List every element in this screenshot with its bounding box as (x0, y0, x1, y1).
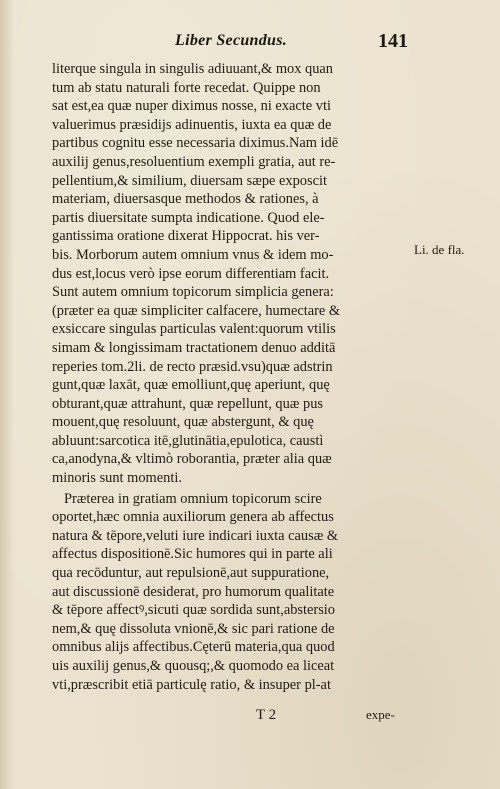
text-line: reperies tom.2li. de recto præsid.vsu)quæ adstrin (52, 358, 333, 375)
text-line: (præter ea quæ simpliciter calfacere, humectare & (52, 302, 341, 319)
text-line: simam & longissimam tractationem denuo additā (52, 339, 336, 356)
text-line: materiam, diuersasque methodos & rationes, à (52, 191, 319, 208)
page-number: 141 (378, 30, 408, 52)
text-line: bis. Morborum autem omnium vnus & idem mo- (52, 246, 334, 263)
running-title: Liber Secundus. (175, 32, 288, 49)
text-line: valuerimus præsidijs adinuentis, iuxta ea quæ de (52, 116, 332, 133)
text-line: obturant,quæ attrahunt, quæ repellunt, quæ pus (52, 395, 323, 412)
text-line: tum ab statu naturali forte recedat. Quippe non (52, 79, 321, 96)
text-line: oportet,hæc omnia auxiliorum genera ab affectus (52, 509, 334, 526)
text-line: ca,anodyna,& vltimò roborantia, præter alia quæ (52, 451, 332, 468)
text-line: auxilij genus,resoluentium exempli gratia, aut re- (52, 153, 336, 170)
text-line: mouent,quę resoluunt, quæ abstergunt, & quę (52, 414, 314, 431)
text-line: vti,præscribit etiā particulę ratio, & insuper pl-at (52, 676, 331, 693)
text-line: partibus cognitu esse necessaria diximus.Nam idē (52, 135, 339, 152)
text-line: dus est,locus verò ipse eorum differentiam facit. (52, 265, 330, 282)
body-text (52, 60, 412, 694)
text-line: aut discussionē desiderat, pro humorum qualitate (52, 583, 335, 600)
page-gutter-shadow (0, 0, 14, 789)
text-line: qua recōduntur, aut repulsionē,aut suppuratione, (52, 565, 330, 582)
text-line: gantissima oratione dixerat Hippocrat. his ver- (52, 228, 320, 245)
text-line: omnibus alijs affectibus.Cęterū materia,qua quod (52, 639, 335, 656)
paragraph-start-line: Præterea in gratiam omnium topicorum scire (64, 490, 322, 507)
text-line: sat est,ea quæ nuper diximus nosse, ni exacte vti (52, 98, 331, 115)
text-line: exsiccare singulas particulas valent:quorum vtilis (52, 321, 336, 338)
text-line: nem,& quę dissoluta vnionē,& sic pari ratione de (52, 620, 335, 637)
text-line: literque singula in singulis adiuuant,& mox quan (52, 61, 333, 77)
text-line: gunt,quæ laxāt, quæ emolliunt,quę aperiunt, quę (52, 377, 330, 394)
text-line: Sunt autem omnium topicorum simplicia genera: (52, 284, 334, 301)
text-line: & tēpore affectꝰ,sicuti quæ sordida sunt,abstersio (52, 602, 335, 619)
text-line: minoris sunt momenti. (52, 470, 182, 487)
marginal-note: Li. de fla. (414, 242, 465, 257)
text-line: pellentium,& similium, diuersam sæpe exposcit (52, 172, 327, 189)
text-line: abluunt:sarcotica itē,glutinātia,epulotica, caustì (52, 432, 324, 449)
text-line: affectus dispositionē.Sic humores qui in parte ali (52, 546, 333, 563)
catchword: expe- (366, 707, 395, 722)
text-line: natura & tēpore,veluti iure indicari iuxta causæ & (52, 527, 339, 544)
text-line: uis auxilij genus,& quousq;,& quomodo ea liceat (52, 658, 335, 674)
signature-mark: T 2 (256, 707, 277, 723)
text-line: partis diuersitate sumpta indicatione. Quod ele- (52, 209, 325, 226)
